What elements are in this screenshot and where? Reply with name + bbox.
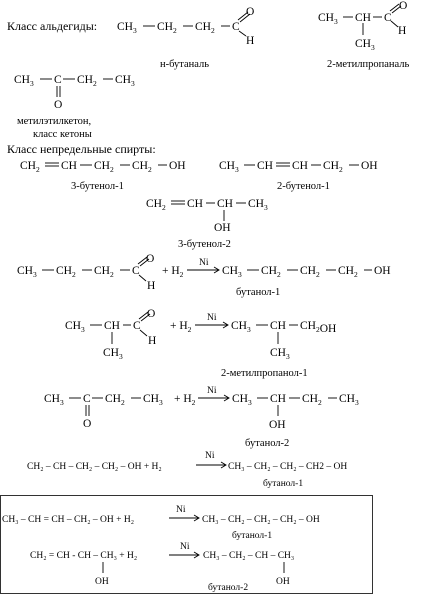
svg-text:Ni: Ni	[199, 258, 209, 268]
svg-text:Ni: Ni	[207, 386, 217, 396]
svg-text:CH2: $CH_2$	[146, 198, 166, 212]
name-2-methylpropanal: 2-метилпропаналь	[327, 59, 410, 70]
svg-text:H: H	[398, 25, 407, 37]
svg-text:O: O	[83, 418, 92, 430]
svg-text:CH3: $CH_3$	[232, 393, 252, 407]
name-mek-2: класс кетоны	[33, 129, 92, 140]
svg-text:CH2: $CH_2$	[300, 265, 320, 279]
reaction-methylpropanal-hydrogenation	[65, 308, 336, 361]
svg-text:CH: CH	[270, 393, 286, 405]
formula-n-butanal	[117, 6, 254, 47]
svg-text:CH3: $CH_3$	[355, 38, 375, 52]
svg-text:CH₃ – CH₂ – CH₂ – CH2 – OH: CH₃ – CH₂ – CH₂ – CH2 – OH	[228, 462, 348, 472]
formula-methylethylketone	[14, 74, 135, 111]
svg-text:C: C	[83, 393, 91, 405]
svg-text:CH2: $CH_2$	[157, 21, 177, 35]
svg-text:O: O	[399, 0, 408, 12]
svg-text:C: C	[132, 265, 140, 277]
name-butanol-2-b: бутанол-2	[208, 583, 249, 593]
name-3-butenol-1: 3-бутенол-1	[71, 181, 124, 192]
svg-text:CH3: $CH_3$	[65, 320, 85, 334]
svg-text:CH2: $CH_2$	[77, 74, 97, 88]
svg-text:O: O	[146, 253, 155, 265]
reaction-3-butenol-2-hydrogenation	[30, 542, 294, 587]
svg-text:C: C	[54, 74, 62, 86]
svg-text:CH2: $CH_2$	[261, 265, 281, 279]
name-butanol-1-a: бутанол-1	[236, 287, 281, 298]
svg-text:CH: CH	[104, 320, 120, 332]
svg-text:CH3: $CH_3$	[143, 393, 163, 407]
name-2-methylpropanol-1: 2-метилпропанол-1	[221, 368, 308, 379]
svg-text:CH2: $CH_2$	[323, 160, 343, 174]
svg-text:O: O	[147, 308, 156, 320]
name-butanol-2-a: бутанол-2	[245, 438, 290, 449]
svg-text:H: H	[148, 335, 157, 347]
svg-text:CH₂ = CH - CH – CH₃ + H₂: CH₂ = CH - CH – CH₃ + H₂	[30, 551, 138, 561]
svg-text:CH2: $CH_2$	[56, 265, 76, 279]
svg-text:+ H2: + $H_2$	[170, 320, 192, 334]
svg-text:OH: OH	[214, 222, 231, 234]
formula-2-butenol-1	[219, 160, 378, 174]
name-3-butenol-2: 3-бутенол-2	[178, 239, 231, 250]
formula-3-butenol-2	[146, 198, 268, 234]
svg-text:O: O	[54, 99, 63, 111]
svg-text:Ni: Ni	[176, 505, 186, 515]
svg-text:CH3: $CH_3$	[44, 393, 64, 407]
name-n-butanal: н-бутаналь	[160, 59, 210, 70]
reaction-mek-hydrogenation	[44, 386, 359, 431]
svg-text:OH: OH	[361, 160, 378, 172]
svg-text:CH: CH	[217, 198, 233, 210]
svg-text:CH₃ – CH₂ – CH₂ – CH₂ – OH: CH₃ – CH₂ – CH₂ – CH₂ – OH	[202, 515, 320, 525]
svg-text:CH: CH	[257, 160, 273, 172]
svg-text:CH₃ – CH₂ – CH – CH₃: CH₃ – CH₂ – CH – CH₃	[203, 551, 295, 561]
svg-text:CH₃ – CH = CH – CH₂ – OH + H₂: CH₃ – CH = CH – CH₂ – OH + H₂	[2, 515, 135, 525]
svg-text:CH: CH	[292, 160, 308, 172]
svg-text:CH3: $CH_3$	[222, 265, 242, 279]
svg-text:CH2: $CH_2$	[338, 265, 358, 279]
svg-text:CH₂ – CH – CH₂ – CH₂ – OH + H₂: CH₂ – CH – CH₂ – CH₂ – OH + H₂	[27, 462, 162, 472]
name-2-butenol-1: 2-бутенол-1	[277, 181, 330, 192]
svg-text:CH: CH	[61, 160, 77, 172]
svg-text:Ni: Ni	[205, 451, 215, 461]
svg-text:CH2: $CH_2$	[94, 265, 114, 279]
svg-text:+ H2: + $H_2$	[174, 393, 196, 407]
svg-text:C: C	[232, 21, 240, 33]
svg-text:OH: OH	[374, 265, 391, 277]
svg-text:CH3: $CH_3$	[103, 347, 123, 361]
svg-text:CH3: $CH_3$	[318, 12, 338, 26]
svg-text:CH2OH: $CH_2OH$	[300, 320, 337, 335]
svg-text:H: H	[147, 280, 156, 292]
reaction-2-butenol-hydrogenation	[2, 505, 320, 525]
svg-text:CH3: $CH_3$	[115, 74, 135, 88]
svg-text:CH2: $CH_2$	[20, 160, 40, 174]
svg-text:CH3: $CH_3$	[219, 160, 239, 174]
svg-text:OH: OH	[169, 160, 186, 172]
svg-text:CH3: $CH_3$	[231, 320, 251, 334]
formula-3-butenol-1	[20, 160, 186, 174]
svg-text:CH: CH	[270, 320, 286, 332]
header-aldehydes: Класс альдегиды:	[7, 19, 98, 33]
svg-text:CH3: $CH_3$	[339, 393, 359, 407]
svg-text:Ni: Ni	[207, 313, 217, 323]
name-mek-1: метилэтилкетон,	[17, 116, 92, 127]
svg-text:CH3: $CH_3$	[270, 347, 290, 361]
svg-text:CH: CH	[187, 198, 203, 210]
svg-text:OH: OH	[269, 419, 286, 431]
svg-text:CH3: $CH_3$	[17, 265, 37, 279]
svg-text:C: C	[133, 320, 141, 332]
svg-text:OH: OH	[95, 577, 109, 587]
svg-text:+ H2: + $H_2$	[162, 265, 184, 279]
svg-text:CH3: $CH_3$	[14, 74, 34, 88]
reaction-butanal-hydrogenation	[17, 253, 391, 292]
svg-text:CH2: $CH_2$	[132, 160, 152, 174]
svg-text:CH2: $CH_2$	[195, 21, 215, 35]
svg-text:Ni: Ni	[180, 542, 190, 552]
svg-text:CH3: $CH_3$	[248, 198, 268, 212]
name-butanol-1-c: бутанол-1	[232, 531, 273, 541]
svg-text:CH2: $CH_2$	[302, 393, 322, 407]
svg-text:H: H	[246, 35, 255, 47]
formula-2-methylpropanal	[318, 0, 407, 52]
svg-text:CH2: $CH_2$	[105, 393, 125, 407]
svg-text:CH: CH	[355, 12, 371, 24]
name-butanol-1-b: бутанол-1	[263, 479, 304, 489]
svg-text:OH: OH	[276, 577, 290, 587]
svg-text:CH3: $CH_3$	[117, 21, 137, 35]
header-unsaturated-alcohols: Класс непредельные спирты:	[7, 142, 156, 156]
svg-text:C: C	[384, 12, 392, 24]
reaction-butenol-hydrogenation-linear	[27, 451, 347, 472]
svg-text:CH2: $CH_2$	[94, 160, 114, 174]
svg-text:O: O	[246, 6, 255, 18]
